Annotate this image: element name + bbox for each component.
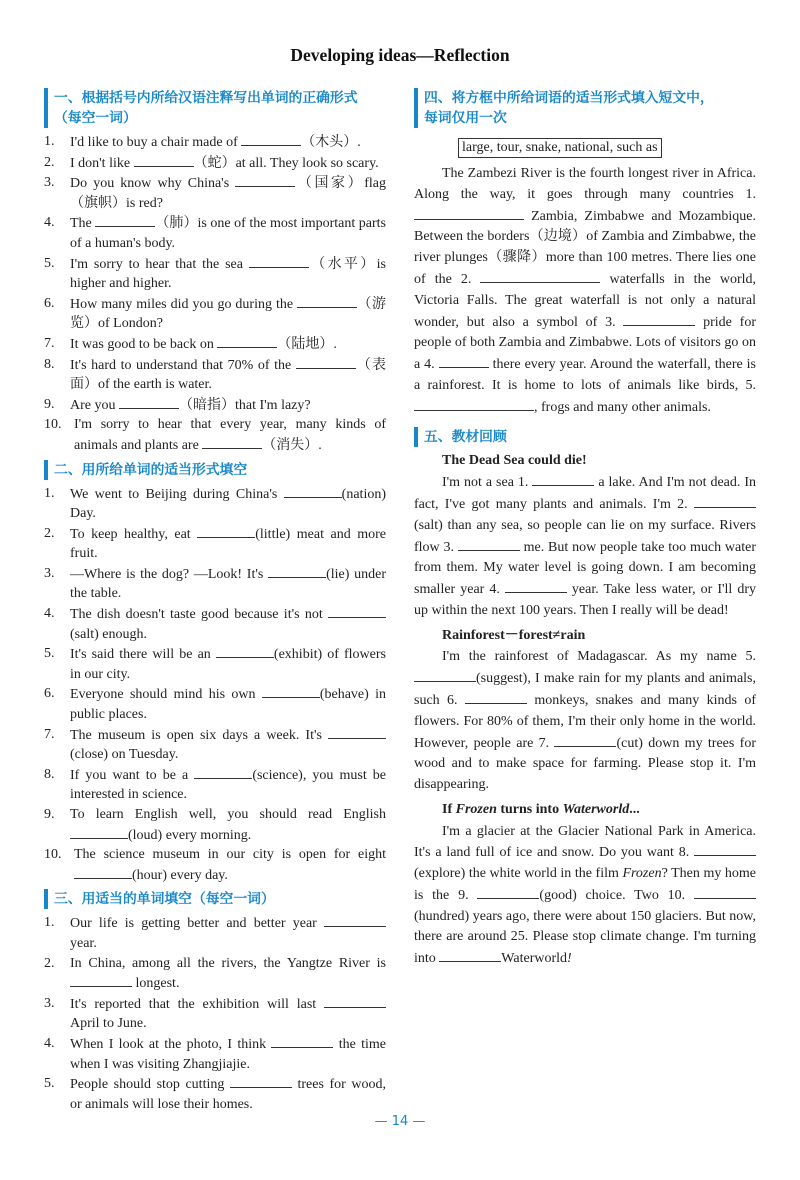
question-item (44, 1034, 386, 1074)
section5-heading (414, 427, 756, 447)
question-text-before: If you want to be a (70, 767, 195, 783)
question-text (70, 294, 386, 334)
answer-blank[interactable] (194, 765, 252, 779)
question-item (44, 604, 386, 644)
question-item (44, 254, 386, 294)
question-text-before: How many miles did you go during the (70, 296, 298, 312)
answer-blank[interactable] (439, 948, 501, 962)
question-text-after: (nation) Day. (70, 486, 386, 522)
question-text (70, 725, 386, 765)
question-item (44, 994, 386, 1034)
passage-text: (suggest), I make rain for my plants and animals, such 6. (414, 671, 756, 708)
question-text (70, 334, 386, 355)
question-text-after: （游览）of London? (70, 296, 387, 332)
question-item (44, 644, 386, 684)
section1-heading (44, 88, 386, 128)
question-text (70, 395, 386, 416)
question-item (44, 294, 386, 334)
section5-title: 五、教材回顾 (424, 428, 507, 445)
question-text (70, 954, 386, 994)
question-text (74, 415, 386, 455)
question-number: 7. (44, 726, 55, 742)
answer-blank[interactable] (74, 865, 132, 879)
glacier-heading-a: If (442, 801, 456, 817)
question-item (44, 153, 386, 174)
question-number: 5. (44, 1076, 55, 1092)
question-number: 4. (44, 215, 55, 231)
question-text (70, 765, 386, 805)
question-number: 8. (44, 356, 55, 372)
answer-blank[interactable] (414, 668, 476, 682)
glacier-heading-b: Frozen (455, 801, 497, 817)
answer-blank[interactable] (249, 254, 309, 268)
question-number: 5. (44, 646, 55, 662)
question-text-after: （国家）flag （旗帜）is red? (70, 176, 387, 211)
answer-blank[interactable] (328, 725, 386, 739)
question-number: 2. (44, 525, 55, 541)
question-number: 7. (44, 335, 55, 351)
right-column (414, 86, 756, 970)
section3-heading (44, 889, 386, 909)
section2-title: 二、用所给单词的适当形式填空 (54, 461, 248, 478)
answer-blank[interactable] (119, 395, 179, 409)
passage-text: I'm not a sea 1. (442, 475, 533, 491)
question-number: 2. (44, 955, 55, 971)
section4-title: 四、将方框中所给词语的适当形式填入短文中， (424, 90, 714, 106)
question-item (44, 415, 386, 455)
question-text-after: (lie) under the table. (70, 566, 386, 602)
glacier-heading-d: Waterworld (562, 801, 630, 817)
dead-sea-passage (414, 472, 756, 622)
question-number: 6. (44, 295, 55, 311)
question-text-after: (science), you must be interested in science. (70, 767, 386, 803)
question-text-before: I'm sorry to hear that the sea (70, 256, 249, 272)
question-text-before: Do you know why China's (70, 176, 236, 192)
section2-list (44, 484, 386, 886)
answer-blank[interactable] (505, 579, 567, 593)
answer-blank[interactable] (197, 524, 255, 538)
question-text-after: April to June. (70, 1016, 147, 1032)
section4-heading (414, 88, 756, 128)
section3-title: 三、用适当的单词填空（每空一词） (54, 891, 275, 908)
question-text-before: When I look at the photo, I think (70, 1036, 272, 1052)
question-text-before: It's reported that the exhibition will last (70, 996, 324, 1012)
question-item (44, 765, 386, 805)
question-number: 9. (44, 396, 55, 412)
passage-text: monkeys, snakes and many kinds of flowers. For 80% of them, I'm their only home in the world. However, people are 7. (414, 692, 756, 751)
question-text-before: We went to Beijing during China's (70, 486, 284, 502)
answer-blank[interactable] (297, 294, 357, 308)
section1-list (44, 132, 386, 456)
question-text-after: the time when I was visiting Zhangjiajie. (70, 1036, 386, 1072)
section2-heading (44, 460, 386, 480)
answer-blank[interactable] (202, 435, 262, 449)
film-title: Frozen (622, 866, 662, 882)
passage-text: (good) choice. Two 10. (539, 887, 694, 903)
section4-subtitle: 每词仅用一次 (424, 110, 507, 126)
answer-blank[interactable] (70, 825, 128, 839)
question-text (70, 1074, 386, 1114)
section1-title: 一、根据括号内所给汉语注释写出单词的正确形式 (54, 90, 358, 106)
dead-sea-heading: The Dead Sea could die! (442, 452, 587, 468)
question-text (70, 1034, 386, 1074)
question-text (70, 355, 386, 395)
answer-blank[interactable] (284, 484, 342, 498)
answer-blank[interactable] (458, 537, 520, 551)
question-text-before: The museum is open six days a week. It's (70, 727, 328, 743)
answer-blank[interactable] (235, 173, 295, 187)
answer-blank[interactable] (324, 994, 386, 1008)
question-item (44, 132, 386, 153)
glacier-heading (442, 800, 756, 820)
answer-blank[interactable] (480, 269, 600, 283)
question-text-after: (hour) every day. (132, 867, 228, 883)
passage-text: year. Take less water, or I'll dry up within the next 100 years. Then I really will be dead! (414, 582, 756, 618)
answer-blank[interactable] (328, 604, 386, 618)
question-item (44, 725, 386, 765)
answer-blank[interactable] (296, 355, 356, 369)
section3-list (44, 913, 386, 1114)
answer-blank[interactable] (216, 644, 274, 658)
question-text-after: (little) meat and more fruit. (70, 526, 386, 562)
question-text-before: It's said there will be an (70, 647, 216, 663)
answer-blank[interactable] (230, 1074, 292, 1088)
question-text (74, 845, 386, 885)
question-text-after: （暗指）that I'm lazy? (179, 397, 311, 413)
question-number: 3. (44, 175, 55, 191)
question-item (44, 213, 386, 253)
question-text-after: (loud) every morning. (128, 827, 252, 843)
question-text-before: People should stop cutting (70, 1077, 230, 1093)
question-item (44, 524, 386, 564)
question-text (70, 684, 386, 724)
answer-blank[interactable] (477, 885, 539, 899)
passage-text: (cut) down my trees for wood and to make space for farming. Please stop it. I'm disappearing. (414, 735, 756, 793)
question-text-before: —Where is the dog? —Look! It's (70, 566, 269, 582)
passage-text: ? Then my home is the 9. (414, 866, 756, 903)
question-text-before: The dish doesn't taste good because it's not (70, 607, 328, 623)
answer-blank[interactable] (241, 132, 301, 146)
question-text-after: （木头）. (301, 135, 361, 150)
question-text-after: year. (70, 935, 97, 951)
question-item (44, 355, 386, 395)
question-text-after: （肺）is one of the most important parts of a human's body. (70, 216, 387, 251)
question-item (44, 564, 386, 604)
question-number: 1. (44, 485, 55, 501)
passage-text: The Zambezi River is the fourth longest river in Africa. Along the way, it goes through many countries 1. (414, 166, 756, 202)
answer-blank[interactable] (623, 312, 695, 326)
question-number: 3. (44, 995, 55, 1011)
section4-passage (414, 164, 756, 419)
question-number: 4. (44, 606, 55, 622)
question-text-after: longest. (132, 976, 180, 992)
question-text-before: I'm sorry to hear that every year, many kinds of animals and plants are (74, 417, 386, 453)
question-text-before: Everyone should mind his own (70, 687, 262, 703)
question-number: 2. (44, 154, 55, 170)
answer-blank[interactable] (439, 354, 489, 368)
word-box: large, tour, snake, national, such as (458, 138, 662, 158)
question-text (70, 132, 386, 153)
question-text-before: It was good to be back on (70, 336, 218, 352)
question-text-before: It's hard to understand that 70% of the (70, 357, 296, 373)
question-text-after: （蛇）at all. They look so scary. (193, 155, 379, 171)
film-title: ! (567, 951, 572, 967)
answer-blank[interactable] (414, 206, 524, 220)
glacier-heading-e: ... (629, 801, 640, 817)
passage-text: (salt) than any sea, so people can lie on my surface. Rivers flow 3. (414, 517, 756, 555)
question-text (70, 805, 386, 845)
section1-subtitle: （每空一词） (54, 110, 137, 126)
glacier-passage (414, 822, 756, 971)
rainforest-passage (414, 647, 756, 796)
question-number: 3. (44, 565, 55, 581)
question-item (44, 684, 386, 724)
question-number: 4. (44, 1035, 55, 1051)
question-text (70, 994, 386, 1034)
question-text-before: To keep healthy, eat (70, 526, 198, 542)
passage-text: (explore) the white world in the film (414, 866, 623, 882)
glacier-heading-c: turns into (496, 801, 563, 817)
answer-blank[interactable] (217, 334, 277, 348)
question-item (44, 913, 386, 953)
answer-blank[interactable] (262, 684, 320, 698)
question-text (70, 153, 386, 174)
question-number: 10. (44, 417, 62, 433)
passage-text: a lake. And I'm not dead. In fact, I've got many plants and animals. I'm 2. (414, 475, 756, 512)
question-text-after: (salt) enough. (70, 626, 147, 642)
question-item (44, 334, 386, 355)
question-text-after: （陆地）. (277, 336, 337, 352)
question-text-before: In China, among all the rivers, the Yangtze River is (70, 955, 386, 971)
question-text (70, 213, 386, 253)
question-number: 9. (44, 807, 55, 822)
answer-blank[interactable] (465, 690, 527, 704)
rainforest-heading: Rainforest－forest≠rain (442, 627, 586, 643)
passage-text: waterfalls in the world, Victoria Falls. The great waterfall is not only a natural wonder, but also a symbol of 3. (414, 271, 757, 330)
answer-blank[interactable] (694, 842, 756, 856)
answer-blank[interactable] (134, 153, 194, 167)
question-text-after: (behave) in public places. (70, 687, 386, 723)
passage-text: I'm a glacier at the Glacier National Park in America. It's a land full of ice and snow. Do you want 8. (414, 823, 756, 861)
passage-text: Zambia, Zimbabwe and Mozambique. Between the borders（边境）of Zambia and Zimbabwe, the river plunges（骤降）more than 100 metres. There lies one of the 2. (414, 208, 756, 287)
question-item (44, 484, 386, 524)
question-item (44, 173, 386, 213)
question-text (70, 484, 386, 524)
question-item (44, 805, 386, 845)
question-number: 6. (44, 686, 55, 702)
question-text-after: trees for wood, or animals will lose their homes. (70, 1077, 386, 1112)
answer-blank[interactable] (268, 564, 326, 578)
answer-blank[interactable] (694, 885, 756, 899)
question-text (70, 644, 386, 684)
question-text (70, 604, 386, 644)
question-text (70, 173, 386, 213)
page-number: — 14 — (374, 1114, 426, 1129)
passage-text: (hundred) years ago, there were about 150 glaciers. But now, there are around 25. Please stop climate change. I'm turning into (414, 908, 756, 967)
passage-text: , frogs and many other animals. (534, 399, 711, 415)
question-text-before: I don't like (70, 155, 134, 171)
question-item (44, 954, 386, 994)
question-item (44, 1074, 386, 1114)
question-text (70, 913, 386, 953)
question-text-after: （消失）. (262, 437, 322, 453)
question-number: 10. (44, 847, 62, 863)
answer-blank[interactable] (532, 472, 594, 486)
question-text-before: Are you (70, 397, 119, 413)
question-number: 8. (44, 766, 55, 782)
answer-blank[interactable] (694, 494, 756, 508)
question-text-after: (exhibit) of flowers in our city. (70, 647, 386, 682)
question-text-after: （水平）is higher and higher. (70, 256, 386, 292)
answer-blank[interactable] (271, 1034, 333, 1048)
left-column (44, 86, 386, 1114)
answer-blank[interactable] (324, 913, 386, 927)
passage-text: pride for people of both Zambia and Zimbabwe. Lots of visitors go on a 4. (414, 314, 756, 373)
question-text-before: To learn English well, you should read English (70, 807, 386, 822)
question-text-before: The science museum in our city is open for eight (74, 847, 386, 863)
answer-blank[interactable] (70, 973, 132, 987)
question-text (70, 524, 386, 564)
answer-blank[interactable] (414, 397, 534, 411)
question-text-after: (close) on Tuesday. (70, 747, 179, 763)
question-number: 1. (44, 915, 55, 931)
question-text (70, 564, 386, 604)
question-number: 1. (44, 134, 55, 149)
question-text-before: I'd like to buy a chair made of (70, 135, 242, 150)
answer-blank[interactable] (95, 213, 155, 227)
question-text-after: （表面）of the earth is water. (70, 357, 386, 393)
question-text-before: The (70, 216, 96, 232)
answer-blank[interactable] (554, 733, 616, 747)
passage-text: Waterworld (501, 951, 568, 967)
question-item (44, 845, 386, 885)
passage-text: I'm the rainforest of Madagascar. As my name 5. (442, 649, 756, 665)
question-text (70, 254, 386, 294)
passage-text: me. But now people take too much water from them. My water level is going down. I am becoming smaller year 4. (414, 539, 756, 598)
question-text-before: Our life is getting better and better year (70, 916, 324, 932)
question-number: 5. (44, 255, 55, 271)
passage-text: there every year. Around the waterfall, there is a rainforest. It is home to lots of animals like birds, 5. (414, 357, 756, 393)
question-item (44, 395, 386, 416)
page-title: Developing ideas—Reflection (290, 45, 510, 65)
